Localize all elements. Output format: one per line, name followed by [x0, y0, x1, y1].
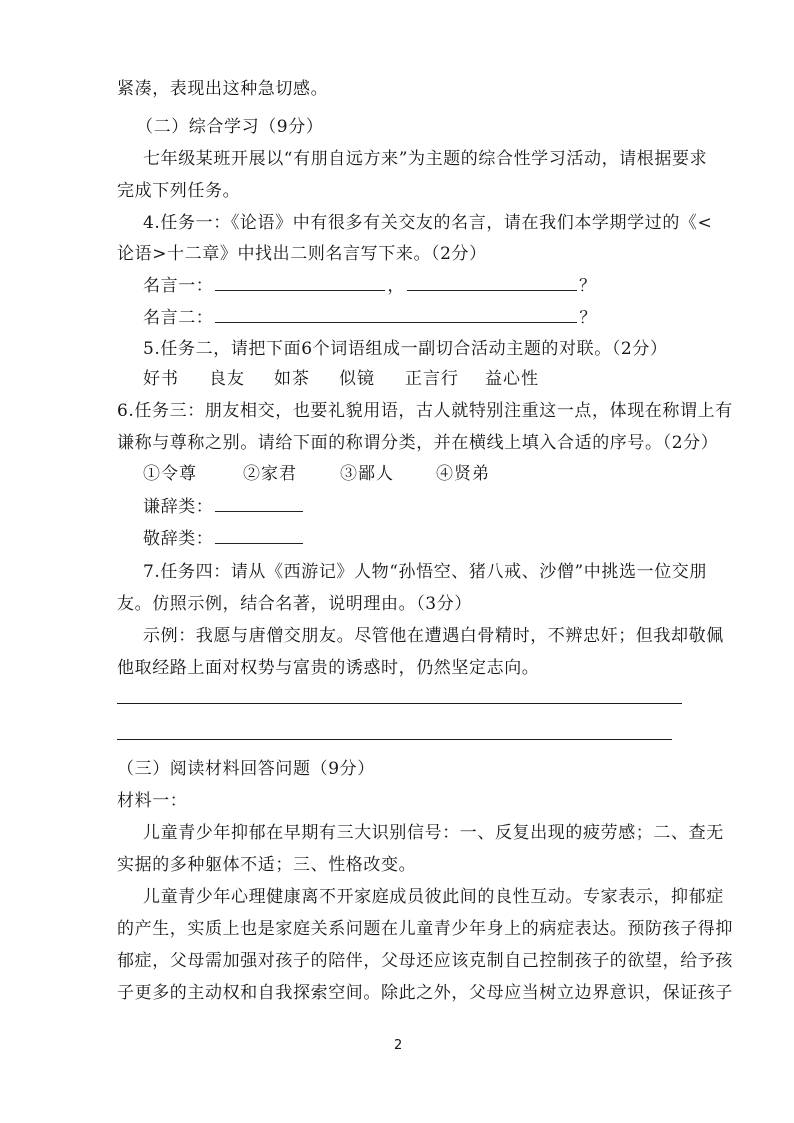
answer-line[interactable]: [117, 739, 672, 740]
answer-blank[interactable]: [215, 274, 385, 291]
question-6: 6.任务三：朋友相交，也要礼貌用语，古人就特别注重这一点，体现在称谓上有: [117, 401, 733, 421]
couplet-word: 正言行: [405, 369, 459, 389]
title-option: ④贤弟: [436, 464, 490, 484]
answer-blank[interactable]: [215, 527, 303, 544]
quote-label: 名言一：: [143, 276, 214, 296]
couplet-word: 益心性: [485, 369, 539, 389]
question-7: 7.任务四：请从《西游记》人物“孙悟空、猪八戒、沙僧”中挑选一位交朋: [143, 562, 707, 582]
question-7: 友。仿照示例，结合名著，说明理由。（3分）: [117, 594, 472, 614]
section-title: （三）阅读材料回答问题（9分）: [117, 759, 375, 779]
paragraph-line: 实据的多种躯体不适；三、性格改变。: [117, 855, 417, 875]
quote-row-2: [143, 306, 597, 329]
paragraph-line: 儿童青少年心理健康离不开家庭成员彼此间的良性互动。专家表示，抑郁症: [143, 887, 724, 907]
comma: ，: [387, 276, 406, 296]
respect-row: [143, 527, 305, 550]
couplet-word: 好书: [143, 369, 179, 389]
humble-row: [143, 495, 305, 518]
question-6: 谦称与尊称之别。请给下面的称谓分类，并在横线上填入合适的序号。（2分）: [117, 433, 719, 453]
answer-blank[interactable]: [407, 274, 577, 291]
humble-label: 谦辞类：: [143, 497, 214, 517]
title-option: ①令尊: [143, 464, 197, 484]
paragraph-line: 子更多的主动权和自我探索空间。除此之外，父母应当树立边界意识，保证孩子: [117, 983, 733, 1003]
title-option: ②家君: [243, 464, 297, 484]
question-4: 4.任务一：《论语》中有很多有关交友的名言，请在我们本学期学过的《<: [143, 213, 713, 233]
material-label: 材料一：: [117, 791, 188, 811]
respect-label: 敬辞类：: [143, 529, 214, 549]
answer-line[interactable]: [117, 703, 682, 704]
answer-blank[interactable]: [215, 495, 303, 512]
couplet-word: 良友: [209, 369, 245, 389]
answer-blank[interactable]: [215, 306, 577, 323]
quote-row-1: [143, 274, 597, 297]
couplet-word: 似镜: [339, 369, 375, 389]
example-line: 他取经路上面对权势与富贵的诱惑时，仍然坚定志向。: [117, 658, 540, 678]
quote-label: 名言二：: [143, 308, 214, 328]
section-title: （二）综合学习（9分）: [136, 117, 324, 137]
intro-line: 七年级某班开展以“有朋自远方来”为主题的综合性学习活动，请根据要求: [143, 149, 708, 169]
question-4: 论语>十二章》中找出二则名言写下来。（2分）: [117, 244, 487, 264]
question-5: 5.任务二，请把下面6个词语组成一副切合活动主题的对联。（2分）: [143, 339, 668, 359]
text-line: 紧凑，表现出这种急切感。: [117, 79, 329, 99]
example-line: 示例：我愿与唐僧交朋友。尽管他在遭遇白骨精时，不辨忠奸；但我却敬佩: [143, 626, 724, 646]
paragraph-line: 儿童青少年抑郁在早期有三大识别信号：一、反复出现的疲劳感；二、查无: [143, 823, 724, 843]
intro-line: 完成下列任务。: [117, 181, 241, 201]
couplet-word: 如茶: [274, 369, 310, 389]
title-option: ③鄙人: [340, 464, 394, 484]
question-mark: ？: [579, 308, 598, 328]
question-mark: ？: [579, 276, 597, 296]
paragraph-line: 的产生，实质上也是家庭关系问题在儿童青少年身上的病症表达。预防孩子得抑: [117, 919, 733, 939]
paragraph-line: 郁症，父母需加强对孩子的陪伴，父母还应该克制自己控制孩子的欲望，给予孩: [117, 951, 733, 971]
page-number: 2: [394, 1038, 403, 1053]
